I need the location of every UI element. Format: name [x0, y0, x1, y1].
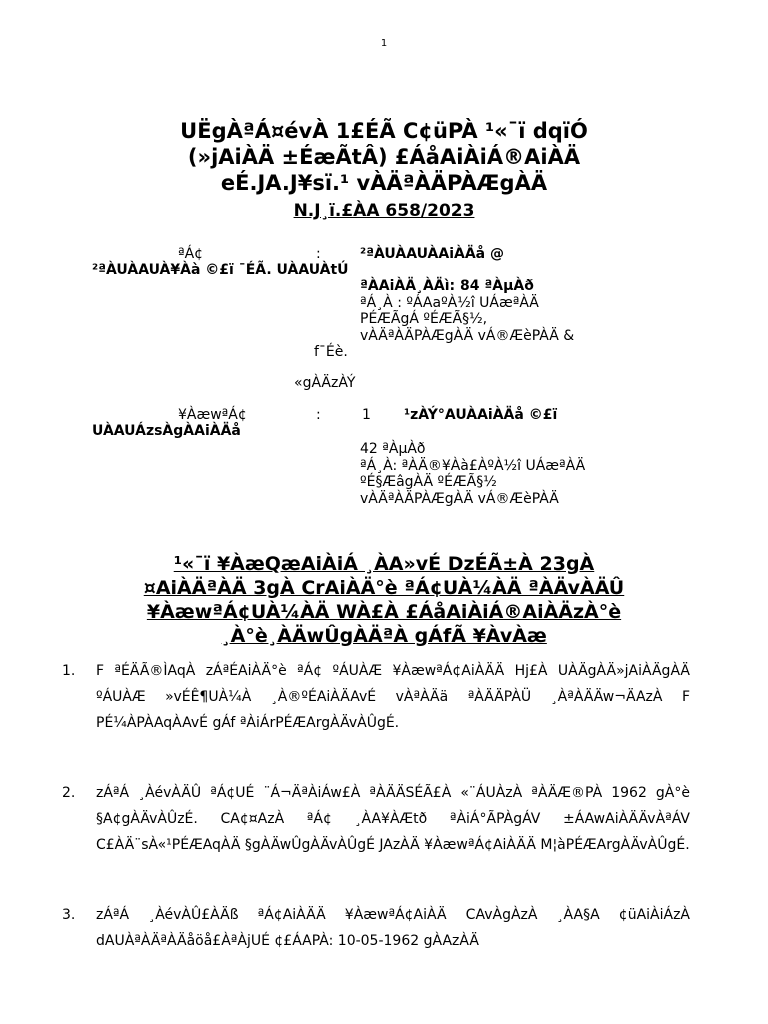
judgment-heading-line: ¥ÀæwªÁ¢UÀ¼ÀÄ WÀ£À £ÁåAiÀiÁ®AiÀÄzÀ°è [146, 601, 622, 623]
paragraph-text: zÁªÁ ¸ÀévÀÛ£ÀÄß ªÁ¢AiÀÄÄ ¥ÀæwªÁ¢AiÀÄ CAvÀgÀzÀ ¸ÀA§A ¢üAiÀiÁzÀ dAUÀªÀÄªÀÄåöå£ÀªÀjUÉ ¢£ÁAPÀ: 10-05-1962 gÀAzÀÄ [96, 907, 690, 949]
court-title-line: (»jAiÀÄ ±ÉæÃtÂ) £ÁåAiÀiÁ®AiÀÄ [187, 145, 581, 169]
plaintiff-age: ªÀAiÀÄ¸ÀÄì: 84 ªÀµÀð [360, 278, 534, 294]
court-title-line: eÉ.JA.J¥sï.¹ vÀÄªÀÄPÀÆgÀÄ [220, 171, 548, 195]
plaintiff-address-line1: ªÁ¸À : ºÁAaºÀ½î UÁæªÀÄ [360, 295, 539, 311]
plaintiff-address-line2: PÉÆÃgÁ ºÉÆÃ§½, [360, 311, 488, 327]
paragraph-text: F ªÉÄÃ®ÌAqÀ zÁªÉAiÀÄ°è ªÁ¢ ºÁUÀÆ ¥ÀæwªÁ¢AiÀÄÄ Hj£À UÀÄgÀÄ»jAiÀÄgÀÄ ºÁUÀÆ »vÉÊ¶UÀ¼À ¸À®ºÉAiÀÄAvÉ vÀªÀÄä ªÀÄÄPÀÜ ¸ÀªÀÄÄw¬ÄAzÀ F PÉ¼ÀPÀAqÀAvÉ gÁf ªÀiÁrPÉÆArgÀÄvÀÛgÉ. [96, 663, 690, 731]
paragraph-2 [62, 780, 690, 858]
defendant-colon: : [316, 407, 321, 423]
judgment-heading-line: ¹«¯ï ¥ÀæQæAiÀiÁ ¸ÀA»vÉ DzÉÃ±À 23gÀ [173, 553, 595, 575]
paragraph-number: 1. [62, 663, 76, 679]
defendant-address-line1: ªÁ¸À: ªÀÄ®¥Àà£ÀºÀ½î UÁæªÀÄ [360, 458, 586, 474]
case-number: N.J¸ï.£ÀA 658/2023 [293, 201, 475, 221]
page-number: 1 [380, 38, 388, 49]
paragraph-number: 2. [62, 785, 76, 801]
court-title [80, 118, 688, 196]
defendant-address-line3: vÀÄªÀÄPÀÆgÀÄ vÁ®ÆèPÀÄ [360, 491, 559, 507]
judgment-heading-line: ¸À°è¸ÀÄwÛgÀÄªÀ gÁfÃ ¥ÀvÀæ [221, 625, 547, 647]
defendant-name-line2: UÀAUÁzsÀgÀAiÀÄå [92, 423, 241, 439]
plaintiff-colon: : [316, 246, 321, 262]
plaintiff-name-line1: ²ªÀUÀAUÀAiÀÄå @ [360, 246, 505, 262]
plaintiff-label: ªÁ¢ [178, 246, 204, 262]
paragraph-1 [62, 658, 690, 736]
paragraph-number: 3. [62, 907, 76, 923]
defendant-label: ¥ÀæwªÁ¢ [178, 407, 247, 423]
defendant-name-line1: ¹zÀÝ°AUÀAiÀÄå ©£ï [404, 407, 558, 423]
versus-label: «gÀÄzÀÝ [294, 375, 356, 391]
plaintiff-name-line2: ²ªÀUÀAUÀ¥Àà ©£ï ¯ÉÃ. UÀAUÀtÚ [92, 262, 349, 278]
paragraph-text: zÁªÁ ¸ÀévÀÄÛ ªÁ¢UÉ ¨Á¬ÄªÀiÁw£À ªÀÄÄSÉÃ£À «¨ÁUÀzÀ ªÀÄÆ®PÀ 1962 gÀ°è §A¢gÀÄvÀÛzÉ. CA¢¤AzÀ ªÁ¢ ¸ÀA¥ÀÆtð ªÀiÁ°ÃPÀgÁV ±ÁAwAiÀÄÄvÀªÁV C£ÀÄ¨sÀ«¹PÉÆAqÀÄ §gÀÄwÛgÀÄvÀÛgÉ JAzÀÄ ¥ÀæwªÁ¢AiÀÄÄ M¦àPÉÆArgÀÄvÀÛgÉ. [96, 785, 690, 853]
judgment-heading [80, 552, 688, 648]
defendant-age: 42 ªÀµÀð [360, 441, 426, 457]
court-title-line: UËgÀªÁ¤évÀ 1£ÉÃ C¢üPÀ ¹«¯ï dqïÓ [180, 119, 588, 143]
paragraph-3 [62, 902, 690, 954]
defendant-number: 1 [362, 407, 371, 423]
plaintiff-address-line3: vÀÄªÀÄPÀÆgÀÄ vÁ®ÆèPÀÄ & [360, 328, 575, 344]
defendant-address-line2: ºÉ§ÆâgÀÄ ºÉÆÃ§½ [360, 474, 497, 490]
plaintiff-address-line4: f¯Éè. [314, 344, 348, 360]
judgment-heading-line: ¤AiÀÄªÀÄ 3gÀ CrAiÀÄ°è ªÁ¢UÀ¼ÀÄ ªÀÄvÀÄÛ [143, 577, 625, 599]
